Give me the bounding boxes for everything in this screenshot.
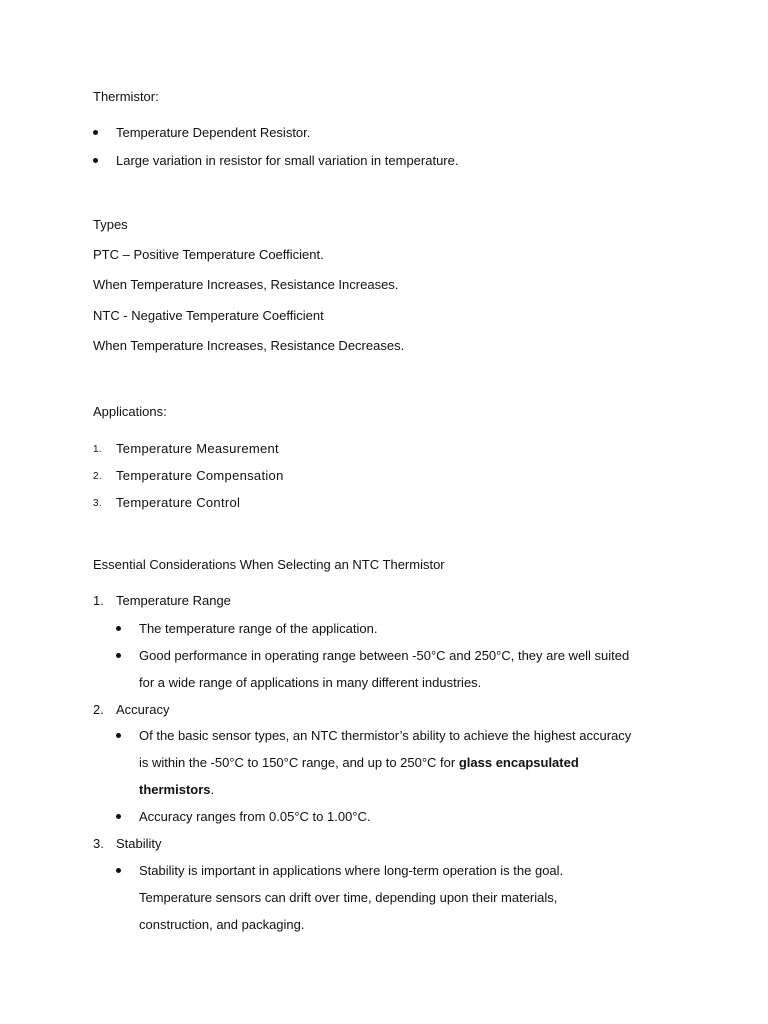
types-heading: Types [93,217,128,232]
list-number: 2. [93,702,104,717]
list-item-continuation [139,754,579,772]
list-number: 3. [93,836,104,851]
list-number: 1. [93,444,102,455]
considerations-heading: Essential Considerations When Selecting an NTC Thermistor [93,557,445,572]
bullet-icon [116,653,121,658]
list-item-continuation [139,781,214,799]
list-item-continuation: Temperature sensors can drift over time, depending upon their materials, [139,890,558,905]
list-item-text: Temperature Measurement [116,441,279,456]
list-item-text: Temperature Dependent Resistor. [116,125,311,140]
applications-heading: Applications: [93,404,167,419]
list-item-title: Temperature Range [116,593,231,608]
list-item-text: Accuracy ranges from 0.05°C to 1.00°C. [139,809,371,824]
bullet-icon [93,130,98,135]
bullet-icon [116,814,121,819]
list-number: 2. [93,471,102,482]
list-item-continuation: for a wide range of applications in many different industries. [139,675,482,690]
bullet-icon [93,158,98,163]
list-item-text: Large variation in resistor for small variation in temperature. [116,153,459,168]
types-line: When Temperature Increases, Resistance Decreases. [93,338,405,353]
thermistor-heading: Thermistor: [93,89,159,104]
list-item-continuation: construction, and packaging. [139,917,305,932]
types-line: PTC – Positive Temperature Coefficient. [93,247,324,262]
list-item-text: Temperature Compensation [116,468,284,483]
list-item-title: Accuracy [116,702,170,717]
types-line: When Temperature Increases, Resistance Increases. [93,277,399,292]
list-item-text: Stability is important in applications where long-term operation is the goal. [139,863,564,878]
list-item-text: Temperature Control [116,495,241,510]
types-line: NTC - Negative Temperature Coefficient [93,308,324,323]
list-item-text: Of the basic sensor types, an NTC thermistor’s ability to achieve the highest accuracy [139,728,632,743]
bold-text: thermistors [139,782,211,797]
bullet-icon [116,626,121,631]
list-number: 3. [93,498,102,509]
continuation-text: is within the -50°C to 150°C range, and up to 250°C for [139,755,459,770]
bullet-icon [116,733,121,738]
bullet-icon [116,868,121,873]
list-item-text: The temperature range of the application. [139,621,378,636]
list-item-text: Good performance in operating range between -50°C and 250°C, they are well suited [139,648,630,663]
bold-text: glass encapsulated [458,755,579,770]
continuation-text: . [210,782,215,797]
list-number: 1. [93,593,104,608]
list-item-title: Stability [116,836,162,851]
